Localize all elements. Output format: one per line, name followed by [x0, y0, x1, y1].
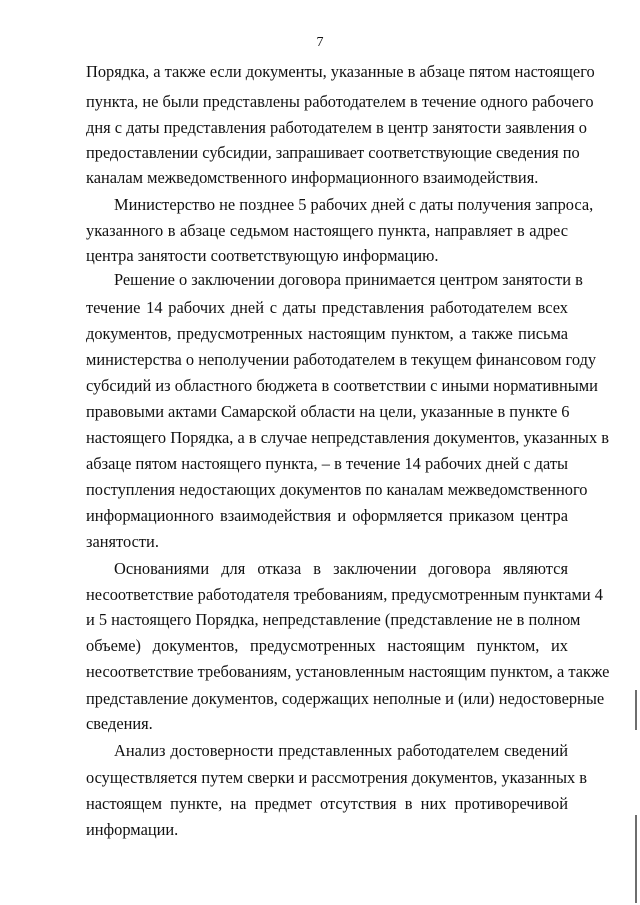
text-line: сведения.: [86, 714, 153, 733]
text-line: занятости.: [86, 532, 159, 551]
text-line: Анализ достоверности представленных работодателем сведений: [114, 741, 568, 760]
text-line: центра занятости соответствующую информацию.: [86, 246, 439, 265]
text-line: правовыми актами Самарской области на цели, указанные в пункте 6: [86, 402, 570, 421]
text-line: информации.: [86, 820, 179, 839]
text-line: представление документов, содержащих неполные и (или) недостоверные: [86, 689, 605, 708]
text-line: Порядка, а также если документы, указанные в абзаце пятом настоящего: [86, 62, 595, 81]
page-number: 7: [316, 35, 324, 50]
text-line: дня с даты представления работодателем в центр занятости заявления о: [86, 118, 587, 137]
text-line: несоответствие требованиям, установленным настоящим пунктом, а также: [86, 662, 610, 681]
text-line: абзаце пятом настоящего пункта, – в течение 14 рабочих дней с даты: [86, 454, 568, 473]
text-line: информационного взаимодействия и оформляется приказом центра: [86, 506, 568, 525]
text-line: Основаниями для отказа в заключении договора являются: [114, 559, 568, 578]
text-line: Министерство не позднее 5 рабочих дней с даты получения запроса,: [114, 195, 594, 214]
text-line: объеме) документов, предусмотренных настоящим пунктом, их: [86, 636, 568, 655]
text-line: поступления недостающих документов по каналам межведомственного: [86, 480, 588, 499]
text-line: субсидий из областного бюджета в соответствии с иными нормативными: [86, 376, 598, 395]
text-line: документов, предусмотренных настоящим пунктом, а также письма: [86, 324, 568, 343]
text-line: предоставлении субсидии, запрашивает соответствующие сведения по: [86, 143, 580, 162]
text-line: осуществляется путем сверки и рассмотрения документов, указанных в: [86, 768, 588, 787]
text-line: указанного в абзаце седьмом настоящего пункта, направляет в адрес: [86, 221, 568, 240]
text-line: и 5 настоящего Порядка, непредставление (представление не в полном: [86, 610, 581, 629]
text-line: настоящего Порядка, а в случае непредставления документов, указанных в: [86, 428, 609, 447]
scan-edge-mark: [635, 815, 637, 903]
text-line: Решение о заключении договора принимается центром занятости в: [114, 270, 583, 289]
text-line: настоящем пункте, на предмет отсутствия в них противоречивой: [86, 794, 568, 813]
scan-edge-mark: [635, 690, 637, 730]
text-line: несоответствие работодателя требованиям, предусмотренным пунктами 4: [86, 585, 603, 604]
text-line: течение 14 рабочих дней с даты представления работодателем всех: [86, 298, 568, 317]
text-line: каналам межведомственного информационного взаимодействия.: [86, 168, 539, 187]
text-line: пункта, не были представлены работодателем в течение одного рабочего: [86, 92, 594, 111]
text-line: министерства о неполучении работодателем в текущем финансовом году: [86, 350, 597, 369]
